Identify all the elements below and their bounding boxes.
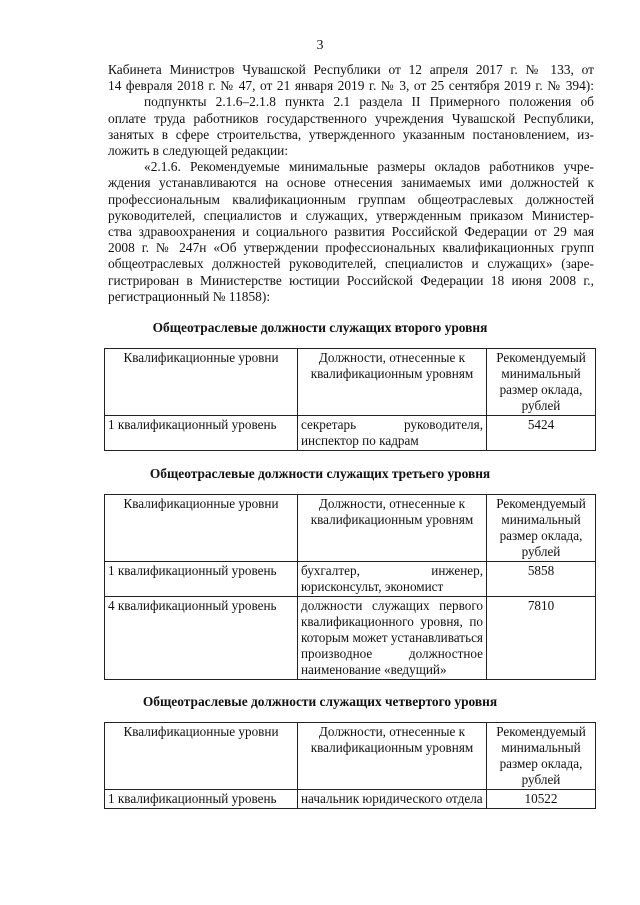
text-line: 14 февраля 2018 г. № 47, от 21 января 2019 г. № 3, от 25 сентября 2019 г. № 394):: [108, 78, 594, 94]
table-header-row: [105, 495, 596, 562]
text-line: Кабинета Министров Чувашской Республики от 12 апреля 2017 г. № 133, от: [108, 62, 594, 77]
text-line: ложить в следующей редакции:: [108, 143, 289, 159]
header-cell: Рекомендуемый минимальный размер оклада, рублей: [487, 723, 596, 790]
header-cell: Должности, отнесенные к квалификационным уровням: [298, 723, 487, 790]
table-header-row: [105, 349, 596, 416]
table-cell: 4 квалификационный уровень: [105, 597, 298, 680]
table-fourth-level: [104, 722, 596, 809]
header-cell: Рекомендуемый минимальный размер оклада, рублей: [487, 349, 596, 416]
text-line: регистрационный № 11858):: [108, 288, 271, 304]
page-number: 3: [316, 38, 324, 53]
text-line: оплате труда работников государственного учреждения Чувашской Республики,: [108, 110, 594, 126]
header-cell: Должности, отнесенные к квалификационным уровням: [298, 495, 487, 562]
table-row: [105, 790, 596, 809]
table-second-level: [104, 348, 596, 451]
table-heading-fourth-level: Общеотраслевые должности служащих четвертого уровня: [142, 694, 498, 709]
table-cell: должности служащих первого квалификационного уровня, по которым может устанавливаться производное должностное наименование «ведущий»: [298, 597, 487, 680]
header-cell: Квалификационные уровни: [105, 723, 298, 790]
table-cell: 1 квалификационный уровень: [105, 562, 298, 597]
text-line: подпункты 2.1.6–2.1.8 пункта 2.1 раздела II Примерного положения об: [144, 94, 594, 110]
text-line: занятых в сфере строительства, утвержденного указанным постановлением, из-: [108, 126, 594, 142]
table-cell: 5424: [487, 416, 596, 451]
header-cell: Квалификационные уровни: [105, 349, 298, 416]
table-cell: 7810: [487, 597, 596, 680]
header-cell: Квалификационные уровни: [105, 495, 298, 562]
table-heading-second-level: Общеотраслевые должности служащих второго уровня: [152, 320, 488, 335]
text-line: ства здравоохранения и социального развития Российской Федерации от 29 мая: [108, 224, 594, 240]
table-row: [105, 597, 596, 680]
table-cell: 10522: [487, 790, 596, 809]
table-row: [105, 562, 596, 597]
table-cell: бухгалтер, инженер, юрисконсульт, экономист: [298, 562, 487, 597]
table-third-level: [104, 494, 596, 680]
table-cell: 1 квалификационный уровень: [105, 416, 298, 451]
table-header-row: [105, 723, 596, 790]
text-line: ждения устанавливаются на основе отнесения занимаемых ими должностей к: [108, 175, 594, 191]
text-line: общеотраслевых должностей руководителей, специалистов и служащих» (заре-: [108, 256, 594, 272]
intro-paragraph: [108, 62, 594, 305]
text-line: руководителей, специалистов и служащих, утвержденным приказом Министер-: [108, 207, 594, 223]
table-heading-third-level: Общеотраслевые должности служащих третьего уровня: [149, 466, 491, 481]
text-line: профессиональным квалификационным группам общеотраслевых должностей: [108, 191, 594, 207]
table-cell: 5858: [487, 562, 596, 597]
text-line: «2.1.6. Рекомендуемые минимальные размеры окладов работников учре-: [144, 159, 594, 175]
table-cell: секретарь руководителя, инспектор по кадрам: [298, 416, 487, 451]
table-cell: начальник юридического отдела: [298, 790, 487, 809]
text-line: гистрирован в Министерстве юстиции Российской Федерации 18 июня 2008 г.,: [108, 272, 594, 288]
header-cell: Должности, отнесенные к квалификационным уровням: [298, 349, 487, 416]
table-row: [105, 416, 596, 451]
table-cell: 1 квалификационный уровень: [105, 790, 298, 809]
header-cell: Рекомендуемый минимальный размер оклада, рублей: [487, 495, 596, 562]
text-line: 2008 г. № 247н «Об утверждении профессиональных квалификационных групп: [108, 240, 594, 256]
